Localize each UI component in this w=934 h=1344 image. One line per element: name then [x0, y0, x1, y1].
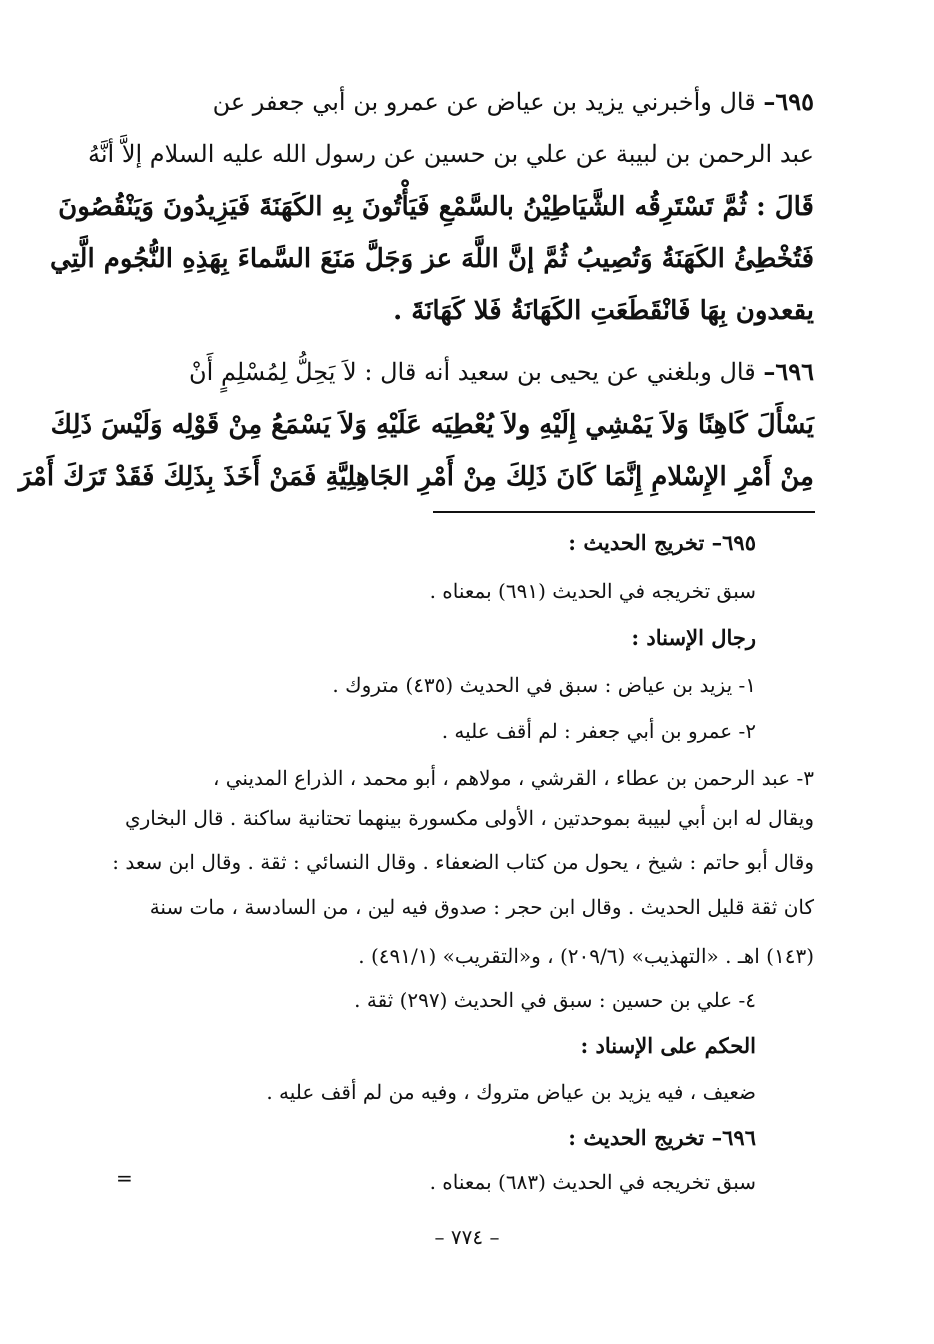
takhrij-695-text: سبق تخريجه في الحديث (٦٩١) بمعناه .: [429, 579, 756, 603]
footnote-separator: [433, 511, 815, 513]
rijal-item-3-line-3: وقال أبو حاتم : شيخ ، يحول من كتاب الضعفاء . وقال النسائي : ثقة . وقال ابن سعد :: [112, 850, 814, 874]
takhrij-696-heading: ٦٩٦– تخريج الحديث :: [568, 1125, 756, 1150]
hadith-695-line-4: فَتُخْطِئُ الكَهَنَةُ وَتُصِيبُ ثُمَّ إنَّ اللَّهَ عز وَجَلَّ مَنَعَ السَّماءَ بِهَذِهِ النُّجُوم الَّتِي: [50, 244, 814, 274]
hadith-695-number: ٦٩٥–: [763, 87, 814, 116]
hadith-695-line-5: يقعدون بِهَا فَانْقَطَعَتِ الكَهَانَةُ فَلا كَهَانَةَ .: [393, 296, 814, 326]
takhrij-696-text: سبق تخريجه في الحديث (٦٨٣) بمعناه .: [429, 1170, 756, 1194]
hukm-text: ضعيف ، فيه يزيد بن عياض متروك ، وفيه من لم أقف عليه .: [266, 1080, 756, 1104]
hadith-696-line-3: مِنْ أَمْرِ الإِسْلامِ إِنَّمَا كَانَ ذَلِكَ مِنْ أَمْرِ الجَاهِلِيَّةِ فَمَنْ أَخَذَ بِذَلِكَ فَقَدْ تَرَكَ أَمْرَ: [18, 462, 814, 492]
hadith-696-line-2: يَسْأَلَ كَاهِنًا وَلاَ يَمْشِي إِلَيْهِ ولاَ يُعْطِيَه عَلَيْهِ وَلاَ يَسْمَعُ مِنْ قَوْلِه وَلَيْسَ ذَلِكَ: [50, 410, 814, 440]
rijal-item-3-line-5: (١٤٣) اهـ . «التهذيب» (٢٠٩/٦) ، و«التقريب» (٤٩١/١) .: [358, 944, 814, 968]
rijal-item-3-line-1: ٣- عبد الرحمن بن عطاء ، القرشي ، مولاهم ، أبو محمد ، الذراع المديني ،: [212, 766, 814, 790]
hukm-heading: الحكم على الإسناد :: [580, 1033, 756, 1058]
hadith-695-line-2: عبد الرحمن بن لبيبة عن علي بن حسين عن رسول الله عليه السلام إلاَّ أنَّهُ: [87, 140, 814, 168]
page-number: – ٧٧٤ –: [434, 1225, 500, 1249]
hadith-695-line-3: قَالَ : ثُمَّ تَسْتَرِقُه الشَّيَاطِيْنُ بالسَّمْعِ فَيَأْتُونَ بِهِ الكَهَنَةَ فَيَزِيدُونَ وَيَنْقُصُونَ: [58, 192, 814, 222]
rijal-heading: رجال الإسناد :: [631, 625, 756, 650]
rijal-item-3-line-4: كان ثقة قليل الحديث . وقال ابن حجر : صدوق فيه لين ، من السادسة ، مات سنة: [149, 895, 814, 919]
hadith-696-text-1: قال وبلغني عن يحيى بن سعيد أنه قال : لاَ يَحِلُّ لِمُسْلِمٍ أَنْ: [189, 358, 756, 386]
rijal-item-1: ١- يزيد بن عياض : سبق في الحديث (٤٣٥) متروك .: [332, 673, 756, 697]
rijal-item-2: ٢- عمرو بن أبي جعفر : لم أقف عليه .: [441, 719, 756, 743]
takhrij-695-heading: ٦٩٥– تخريج الحديث :: [568, 530, 756, 555]
rijal-item-3-line-2: ويقال له ابن أبي لبيبة بموحدتين ، الأولى مكسورة بينهما تحتانية ساكنة . قال البخاري: [124, 806, 814, 830]
hadith-696-line-1: [189, 358, 814, 387]
continuation-mark: =: [116, 1166, 133, 1190]
hadith-695-text-1: قال وأخبرني يزيد بن عياض عن عمرو بن أبي جعفر عن: [212, 88, 756, 116]
hadith-695-line-1: [213, 88, 814, 117]
hadith-696-number: ٦٩٦–: [763, 357, 814, 386]
rijal-item-4: ٤- علي بن حسين : سبق في الحديث (٢٩٧) ثقة .: [354, 988, 756, 1012]
